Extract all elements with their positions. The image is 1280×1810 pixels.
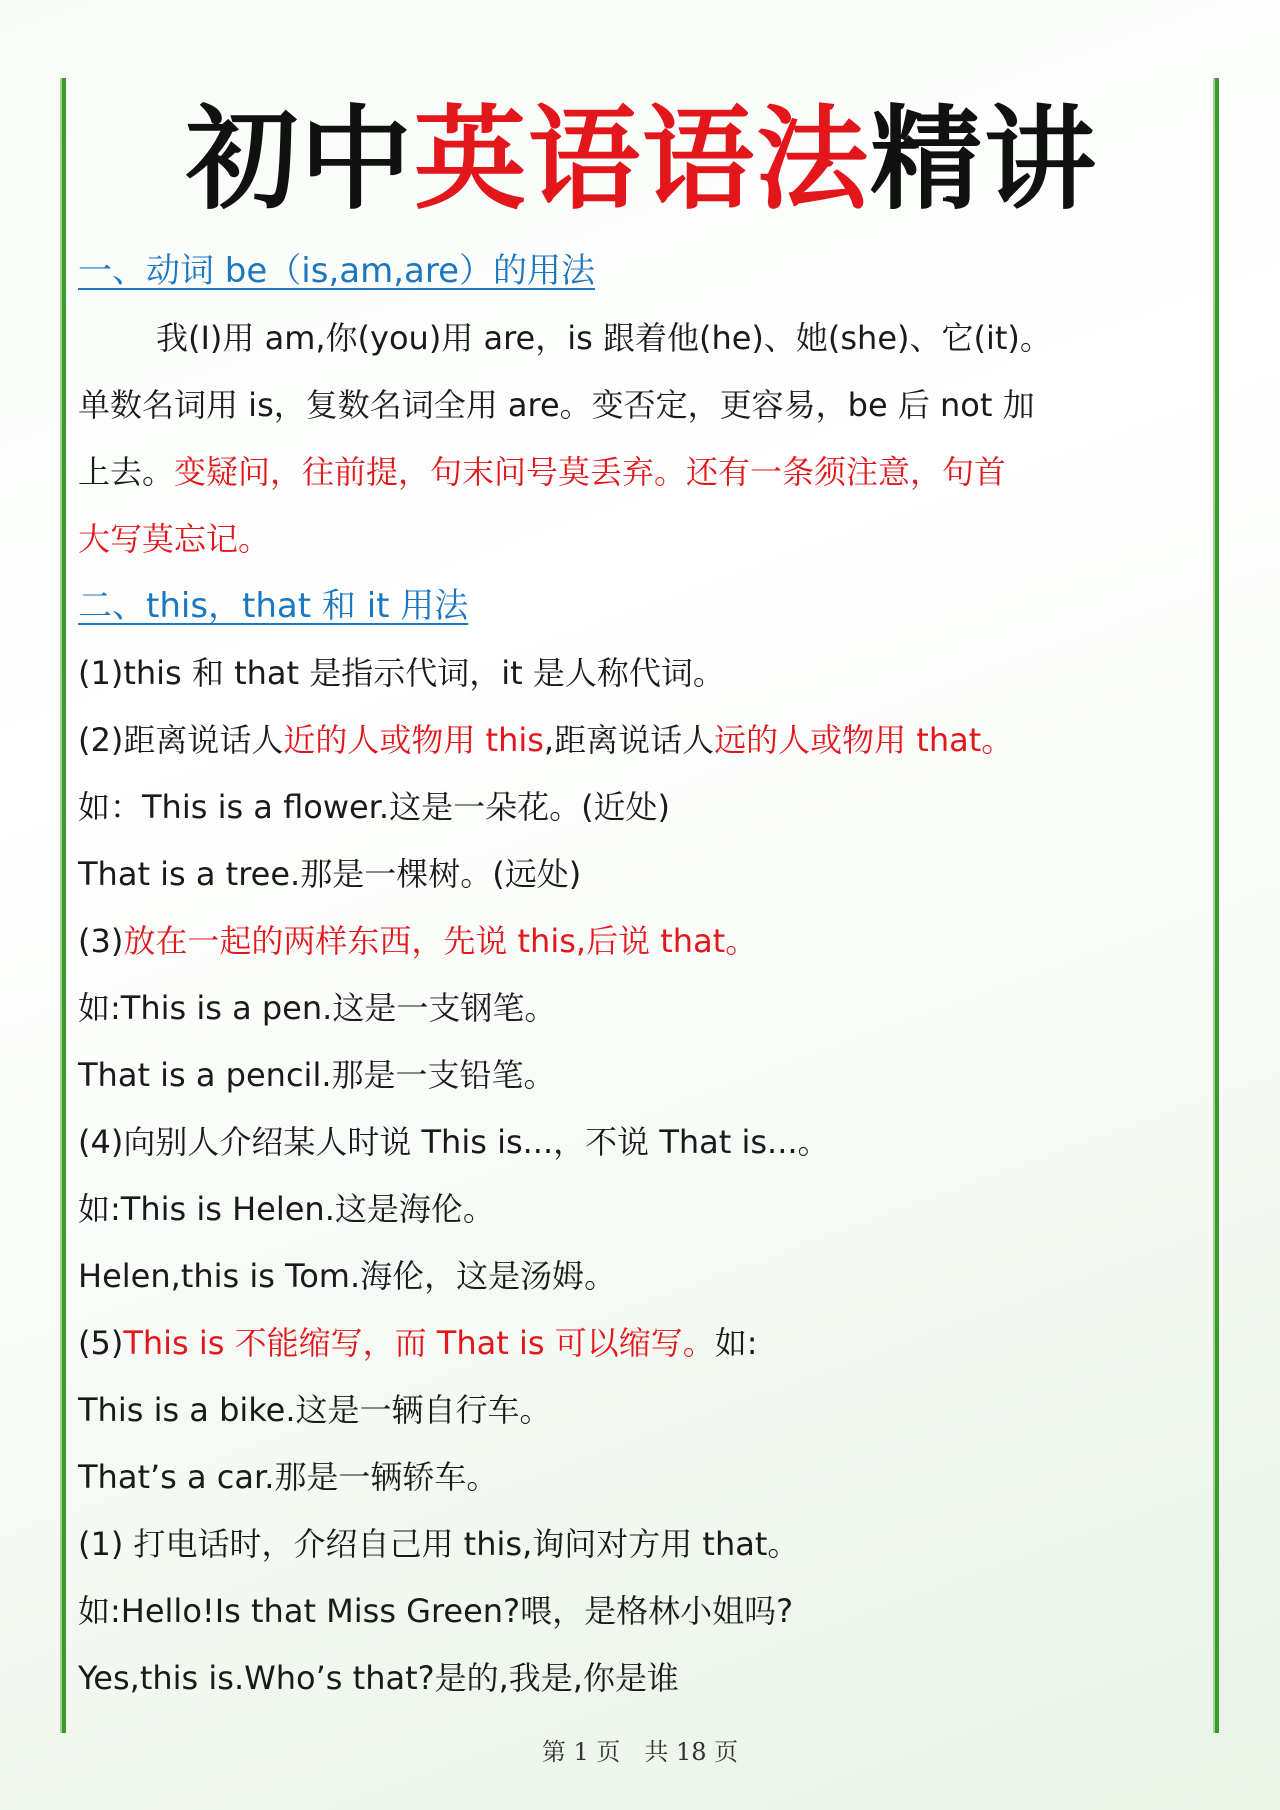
section2-line9: 如:This is Helen.这是海伦。	[78, 1190, 495, 1228]
section1-line2: 单数名词用 is，复数名词全用 are。变否定，更容易，be 后 not 加	[78, 386, 1035, 424]
section2-line8: (4)向别人介绍某人时说 This is...，不说 That is...。	[78, 1123, 830, 1161]
left-green-border	[60, 78, 66, 1733]
section1-heading: 一、动词 be（is,am,are）的用法	[78, 251, 596, 291]
section2-line14: (1) 打电话时，介绍自己用 this,询问对方用 that。	[78, 1525, 800, 1563]
line2-part-a: (2)距离说话人	[78, 721, 284, 759]
section2-line12: This is a bike.这是一辆自行车。	[78, 1391, 552, 1429]
right-green-border	[1213, 78, 1219, 1733]
line5-part-b: 放在一起的两样东西，先说 this,后说 that。	[123, 922, 758, 960]
section2-line15: 如:Hello!Is that Miss Green?喂，是格林小姐吗?	[78, 1592, 794, 1630]
line2-part-d: 远的人或物用 that。	[714, 721, 1014, 759]
section2-heading: 二、this，that 和 it 用法	[78, 586, 469, 626]
section2-line4: That is a tree.那是一棵树。(远处)	[78, 855, 582, 893]
page-title	[78, 90, 1206, 230]
line5-part-a: (3)	[78, 922, 124, 960]
line11-part-b: This is 不能缩写，而 That is 可以缩写。	[123, 1324, 715, 1362]
line2-part-c: ,距离说话人	[543, 721, 715, 759]
title-part2: 英语语法	[414, 95, 870, 225]
section1-line1: 我(I)用 am,你(you)用 are，is 跟着他(he)、她(she)、它(it)。	[156, 319, 1052, 357]
section2-line6: 如:This is a pen.这是一支钢笔。	[78, 989, 557, 1027]
section1-line3	[78, 439, 1206, 506]
section2-line7: That is a pencil.那是一支铅笔。	[78, 1056, 556, 1094]
section2-line5	[78, 908, 1206, 975]
section2-line2	[78, 707, 1206, 774]
line11-part-c: 如:	[714, 1324, 758, 1362]
section2-line3: 如：This is a flower.这是一朵花。(近处)	[78, 788, 671, 826]
section2-line10: Helen,this is Tom.海伦，这是汤姆。	[78, 1257, 617, 1295]
section2-line16: Yes,this is.Who’s that?是的,我是,你是谁	[78, 1659, 679, 1697]
section2-line11	[78, 1310, 1206, 1377]
section2-line1: (1)this 和 that 是指示代词，it 是人称代词。	[78, 654, 725, 692]
section1-line3-red: 变疑问，往前提，句末问号莫丢弃。还有一条须注意，句首	[174, 453, 1007, 491]
section2-line13: That’s a car.那是一辆轿车。	[78, 1458, 499, 1496]
section1-line3-black: 上去。	[78, 453, 175, 491]
title-part3: 精讲	[870, 95, 1098, 225]
line11-part-a: (5)	[78, 1324, 124, 1362]
page-content	[78, 90, 1206, 1712]
page-footer: 第 1 页 共 18 页	[541, 1738, 739, 1766]
title-part1: 初中	[186, 95, 414, 225]
section1-line4: 大写莫忘记。	[78, 520, 271, 558]
line2-part-b: 近的人或物用 this	[283, 721, 544, 759]
